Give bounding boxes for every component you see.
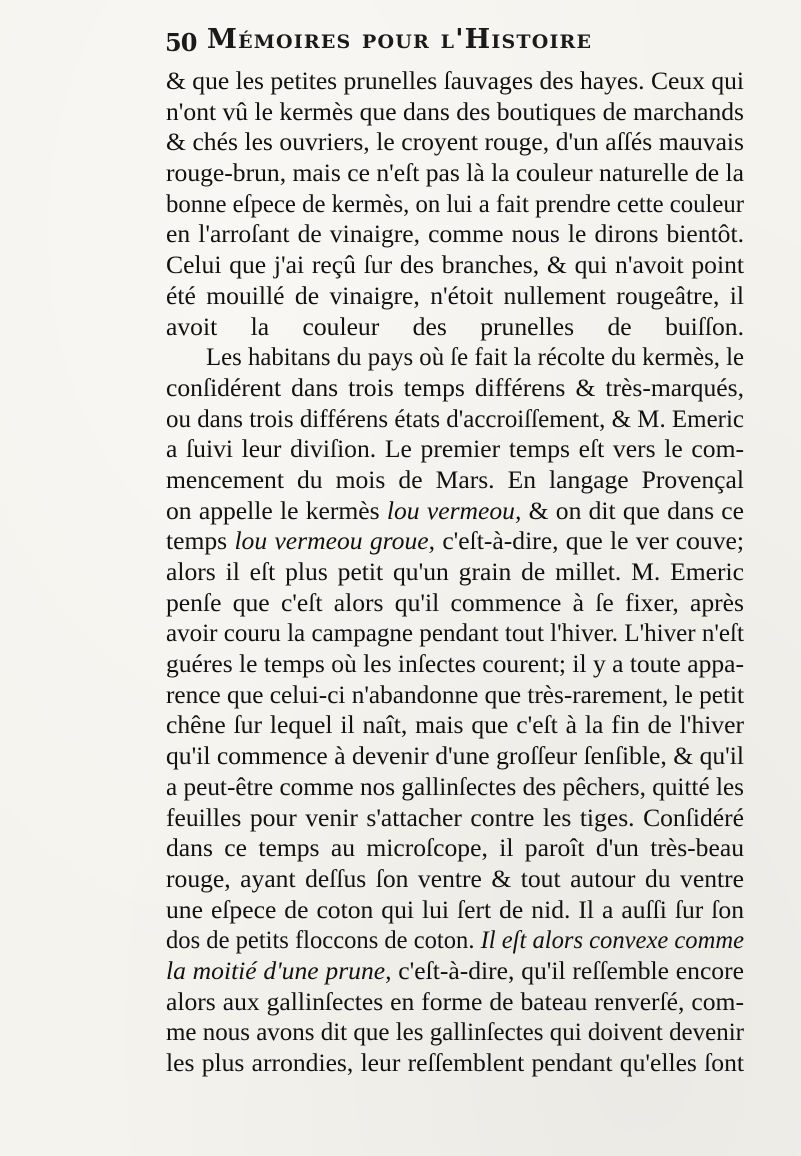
italic-segment: la moitié d'une prune, [166,955,392,985]
text-segment: dos de petits floccons de coton. [166,925,481,955]
text-line: une eſpece de coton qui lui ſert de nid. Il a auſſi ſur ſon [166,894,744,924]
text-line [166,496,744,527]
text-line: bonne eſpece de kermès, on lui a fait prendre cette couleur [166,188,744,218]
page-number: 50 [165,28,197,57]
italic-segment: lou vermeou groue, [234,526,436,556]
text-line: n'ont vû le kermès que dans des boutiques de marchands [166,96,744,126]
text-segment: & on dit que dans ce [521,495,745,525]
text-line [166,526,744,557]
text-line: rouge, ayant deſſus ſon ventre & tout autour du ventre [166,863,744,893]
italic-segment: lou vermeou, [386,495,522,525]
text-segment: on appelle le kermès [166,495,387,525]
text-segment: temps [166,526,235,556]
page-header [165,20,740,60]
text-line [166,925,744,956]
text-line: été mouillé de vinaigre, n'étoit nullement rougeâtre, il [166,280,744,310]
text-line: me nous avons dit que les gallinſectes qui doivent devenir [166,1017,744,1047]
text-line: rouge-brun, mais ce n'eſt pas là la couleur naturelle de la [166,158,744,188]
italic-segment: Il eſt alors convexe comme [480,925,744,955]
text-line: Les habitans du pays où ſe fait la récolte du kermès, le [206,342,744,372]
text-line: a ſuivi leur diviſion. Le premier temps eſt vers le com- [166,434,744,464]
text-line: & chés les ouvriers, le croyent rouge, d'un aſſés mauvais [166,127,744,157]
text-line: ou dans trois différens états d'accroiſſement, & M. Emeric [166,403,744,433]
text-line: & que les petites prunelles ſauvages des hayes. Ceux qui [166,66,744,95]
text-line: mencement du mois de Mars. En langage Provençal [166,464,744,494]
text-line: conſidérent dans trois temps différens & très-marqués, [166,372,744,402]
text-line: guéres le temps où les inſectes courent; il y a toute appa- [166,649,744,679]
body-text [166,66,744,1079]
text-line: a peut-être comme nos gallinſectes des pêchers, quitté les [166,771,744,801]
text-line: rence que celui-ci n'abandonne que très-rarement, le petit [166,679,744,709]
text-line: avoir couru la campagne pendant tout l'hiver. L'hiver n'eſt [166,618,744,648]
text-segment: c'eſt-à-dire, que le ver couve; [435,526,744,556]
text-line: en l'arroſant de vinaigre, comme nous le dirons bientôt. [166,219,744,249]
text-segment: c'eſt-à-dire, qu'il reſſemble encore [391,955,744,985]
text-line [166,956,744,987]
text-line: alors aux gallinſectes en forme de bateau renverſé, com- [166,986,744,1016]
running-title: Mémoires pour l'Histoire [207,24,593,55]
text-line: alors il eſt plus petit qu'un grain de millet. M. Emeric [166,557,744,586]
text-line: chêne ſur lequel il naît, mais que c'eſt à la fin de l'hiver [166,710,744,740]
text-line: feuilles pour venir s'attacher contre les tiges. Conſidéré [166,802,744,832]
text-line: qu'il commence à devenir d'une groſſeur ſenſible, & qu'il [166,741,744,771]
text-line: penſe que c'eſt alors qu'il commence à ſe fixer, après [166,587,744,617]
text-line: avoit la couleur des prunelles de buiſſon. [166,311,744,341]
text-line: les plus arrondies, leur reſſemblent pendant qu'elles ſont [166,1048,744,1077]
text-line: Celui que j'ai reçû ſur des branches, & qui n'avoit point [166,250,744,280]
text-line: dans ce temps au microſcope, il paroît d'un très-beau [166,833,744,863]
